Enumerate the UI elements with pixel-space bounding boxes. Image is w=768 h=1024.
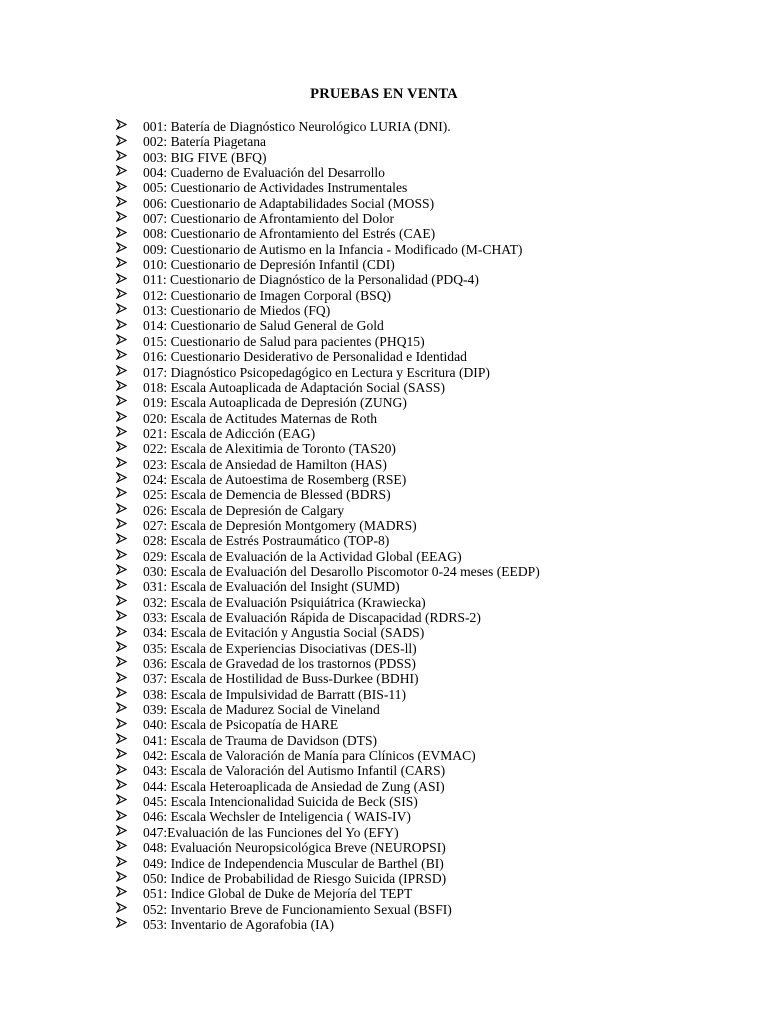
list-item-text: 015: Cuestionario de Salud para pacientes (PHQ15) [143, 333, 425, 349]
arrow-right-outline-icon [116, 917, 143, 932]
list-item-text: 052: Inventario Breve de Funcionamiento Sexual (BSFI) [143, 901, 452, 917]
arrow-right-outline-icon [116, 119, 143, 134]
arrow-right-outline-icon [116, 641, 143, 656]
arrow-right-outline-icon [116, 902, 143, 917]
list-item [116, 656, 540, 671]
list-item [116, 503, 540, 518]
arrow-right-outline-icon [116, 273, 143, 288]
arrow-right-outline-icon [116, 687, 143, 702]
list-item [116, 426, 540, 441]
arrow-right-outline-icon [116, 165, 143, 180]
list-item-text: 039: Escala de Madurez Social de Vineland [143, 702, 380, 718]
list-item-text: 041: Escala de Trauma de Davidson (DTS) [143, 732, 378, 748]
list-item-text: 028: Escala de Estrés Postraumático (TOP-8) [143, 533, 390, 549]
list-item [116, 671, 540, 686]
list-item [116, 318, 540, 333]
list-item [116, 257, 540, 272]
arrow-right-outline-icon [116, 794, 143, 809]
list-item-text: 025: Escala de Demencia de Blessed (BDRS) [143, 487, 391, 503]
list-item [116, 610, 540, 625]
arrow-right-outline-icon [116, 395, 143, 410]
list-item [116, 625, 540, 640]
list-item [116, 533, 540, 548]
list-item-text: 040: Escala de Psicopatía de HARE [143, 717, 339, 733]
list-item [116, 579, 540, 594]
list-item [116, 717, 540, 732]
arrow-right-outline-icon [116, 457, 143, 472]
arrow-right-outline-icon [116, 503, 143, 518]
arrow-right-outline-icon [116, 349, 143, 364]
list-item-text: 010: Cuestionario de Depresión Infantil (CDI) [143, 257, 395, 273]
list-item-text: 020: Escala de Actitudes Maternas de Roth [143, 410, 378, 426]
list-item-text: 021: Escala de Adicción (EAG) [143, 425, 316, 441]
arrow-right-outline-icon [116, 135, 143, 150]
list-item [116, 917, 540, 932]
arrow-right-outline-icon [116, 380, 143, 395]
list-item [116, 211, 540, 226]
list-item-text: 049: Indice de Independencia Muscular de Barthel (BI) [143, 855, 444, 871]
arrow-right-outline-icon [116, 549, 143, 564]
list-item-text: 016: Cuestionario Desiderativo de Personalidad e Identidad [143, 349, 467, 365]
arrow-right-outline-icon [116, 196, 143, 211]
list-item [116, 472, 540, 487]
list-item [116, 411, 540, 426]
list-item [116, 119, 540, 134]
list-item-text: 050: Indice de Probabilidad de Riesgo Suicida (IPRSD) [143, 870, 447, 886]
arrow-right-outline-icon [116, 472, 143, 487]
list-item-text: 035: Escala de Experiencias Disociativas (DES-ll) [143, 640, 417, 656]
list-item [116, 165, 540, 180]
arrow-right-outline-icon [116, 426, 143, 441]
arrow-right-outline-icon [116, 411, 143, 426]
list-item-text: 024: Escala de Autoestima de Rosemberg (RSE) [143, 471, 407, 487]
arrow-right-outline-icon [116, 825, 143, 840]
arrow-right-outline-icon [116, 856, 143, 871]
arrow-right-outline-icon [116, 319, 143, 334]
list-item-text: 038: Escala de Impulsividad de Barratt (BIS-11) [143, 686, 406, 702]
arrow-right-outline-icon [116, 610, 143, 625]
arrow-right-outline-icon [116, 718, 143, 733]
list-item [116, 564, 540, 579]
arrow-right-outline-icon [116, 518, 143, 533]
list-item [116, 809, 540, 824]
document-title: PRUEBAS EN VENTA [310, 86, 458, 102]
list-item-text: 005: Cuestionario de Actividades Instrumentales [143, 180, 408, 196]
arrow-right-outline-icon [116, 441, 143, 456]
list-item-text: 018: Escala Autoaplicada de Adaptación Social (SASS) [143, 379, 446, 395]
list-item-text: 045: Escala Intencionalidad Suicida de Beck (SIS) [143, 794, 418, 810]
list-item-text: 053: Inventario de Agorafobia (IA) [143, 916, 335, 932]
list-item [116, 150, 540, 165]
list-item [116, 702, 540, 717]
list-item [116, 641, 540, 656]
list-item [116, 441, 540, 456]
list-item [116, 840, 540, 855]
arrow-right-outline-icon [116, 181, 143, 196]
list-item-text: 036: Escala de Gravedad de los trastornos (PDSS) [143, 656, 416, 672]
list-item-text: 003: BIG FIVE (BFQ) [143, 149, 267, 165]
list-item [116, 196, 540, 211]
list-item [116, 487, 540, 502]
arrow-right-outline-icon [116, 211, 143, 226]
list-item-text: 009: Cuestionario de Autismo en la Infancia - Modificado (M-CHAT) [143, 241, 523, 257]
list-item [116, 856, 540, 871]
arrow-right-outline-icon [116, 365, 143, 380]
list-item-text: 011: Cuestionario de Diagnóstico de la Personalidad (PDQ-4) [143, 272, 479, 288]
list-item [116, 395, 540, 410]
list-item [116, 825, 540, 840]
list-item-text: 008: Cuestionario de Afrontamiento del Estrés (CAE) [143, 226, 436, 242]
arrow-right-outline-icon [116, 779, 143, 794]
list-item-text: 044: Escala Heteroaplicada de Ansiedad de Zung (ASI) [143, 778, 445, 794]
list-item [116, 687, 540, 702]
list-item [116, 349, 540, 364]
list-item-text: 004: Cuaderno de Evaluación del Desarrollo [143, 165, 385, 181]
list-item [116, 763, 540, 778]
list-item [116, 303, 540, 318]
list-item-text: 022: Escala de Alexitimia de Toronto (TAS20) [143, 441, 396, 457]
arrow-right-outline-icon [116, 257, 143, 272]
list-item [116, 226, 540, 241]
list-item-text: 013: Cuestionario de Miedos (FQ) [143, 303, 331, 319]
arrow-right-outline-icon [116, 748, 143, 763]
list-item-text: 047:Evaluación de las Funciones del Yo (EFY) [143, 824, 399, 840]
list-item [116, 595, 540, 610]
arrow-right-outline-icon [116, 871, 143, 886]
list-item [116, 871, 540, 886]
list-item [116, 549, 540, 564]
arrow-right-outline-icon [116, 702, 143, 717]
list-item-text: 006: Cuestionario de Adaptabilidades Social (MOSS) [143, 195, 435, 211]
list-item-text: 048: Evaluación Neuropsicológica Breve (NEUROPSI) [143, 840, 446, 856]
list-item [116, 733, 540, 748]
list-item-text: 030: Escala de Evaluación del Desarollo Piscomotor 0-24 meses (EEDP) [143, 563, 540, 579]
arrow-right-outline-icon [116, 150, 143, 165]
arrow-right-outline-icon [116, 334, 143, 349]
list-item-text: 026: Escala de Depresión de Calgary [143, 502, 345, 518]
list-item-text: 002: Batería Piagetana [143, 134, 267, 150]
arrow-right-outline-icon [116, 656, 143, 671]
list-item [116, 242, 540, 257]
list-item-text: 034: Escala de Evitación y Angustia Social (SADS) [143, 625, 425, 641]
arrow-right-outline-icon [116, 242, 143, 257]
list-item [116, 380, 540, 395]
arrow-right-outline-icon [116, 487, 143, 502]
list-item-text: 014: Cuestionario de Salud General de Gold [143, 318, 384, 334]
list-item-text: 007: Cuestionario de Afrontamiento del Dolor [143, 211, 395, 227]
arrow-right-outline-icon [116, 533, 143, 548]
arrow-right-outline-icon [116, 288, 143, 303]
list-item [116, 272, 540, 287]
list-item [116, 334, 540, 349]
list-item-text: 031: Escala de Evaluación del Insight (SUMD) [143, 579, 400, 595]
arrow-right-outline-icon [116, 840, 143, 855]
arrow-right-outline-icon [116, 564, 143, 579]
list-item-text: 017: Diagnóstico Psicopedagógico en Lectura y Escritura (DIP) [143, 364, 490, 380]
arrow-right-outline-icon [116, 227, 143, 242]
list-item [116, 779, 540, 794]
list-item-text: 043: Escala de Valoración del Autismo Infantil (CARS) [143, 763, 446, 779]
list-item-text: 042: Escala de Valoración de Manía para Clínicos (EVMAC) [143, 748, 476, 764]
list-item-text: 027: Escala de Depresión Montgomery (MADRS) [143, 517, 417, 533]
list-item [116, 518, 540, 533]
list-item-text: 019: Escala Autoaplicada de Depresión (ZUNG) [143, 395, 407, 411]
list-item [116, 288, 540, 303]
list-item [116, 886, 540, 901]
list-item [116, 748, 540, 763]
list-item-text: 029: Escala de Evaluación de la Actividad Global (EEAG) [143, 548, 462, 564]
list-item-text: 033: Escala de Evaluación Rápida de Discapacidad (RDRS-2) [143, 610, 481, 625]
arrow-right-outline-icon [116, 733, 143, 748]
arrow-right-outline-icon [116, 626, 143, 641]
list-item-text: 051: Indice Global de Duke de Mejoría del TEPT [143, 886, 413, 902]
list-item-text: 032: Escala de Evaluación Psiquiátrica (Krawiecka) [143, 594, 426, 610]
list-item-text: 037: Escala de Hostilidad de Buss-Durkee (BDHI) [143, 671, 419, 687]
list-item [116, 794, 540, 809]
arrow-right-outline-icon [116, 810, 143, 825]
arrow-right-outline-icon [116, 764, 143, 779]
list-item-text: 012: Cuestionario de Imagen Corporal (BSQ) [143, 287, 392, 303]
list-item [116, 457, 540, 472]
arrow-right-outline-icon [116, 595, 143, 610]
test-list [116, 119, 540, 932]
arrow-right-outline-icon [116, 303, 143, 318]
list-item [116, 365, 540, 380]
list-item-text: 046: Escala Wechsler de Inteligencia ( WAIS-IV) [143, 809, 411, 825]
arrow-right-outline-icon [116, 886, 143, 901]
arrow-right-outline-icon [116, 672, 143, 687]
list-item [116, 134, 540, 149]
list-item-text: 001: Batería de Diagnóstico Neurológico LURIA (DNI). [143, 119, 451, 134]
list-item [116, 180, 540, 195]
list-item-text: 023: Escala de Ansiedad de Hamilton (HAS) [143, 456, 387, 472]
list-item [116, 902, 540, 917]
arrow-right-outline-icon [116, 579, 143, 594]
